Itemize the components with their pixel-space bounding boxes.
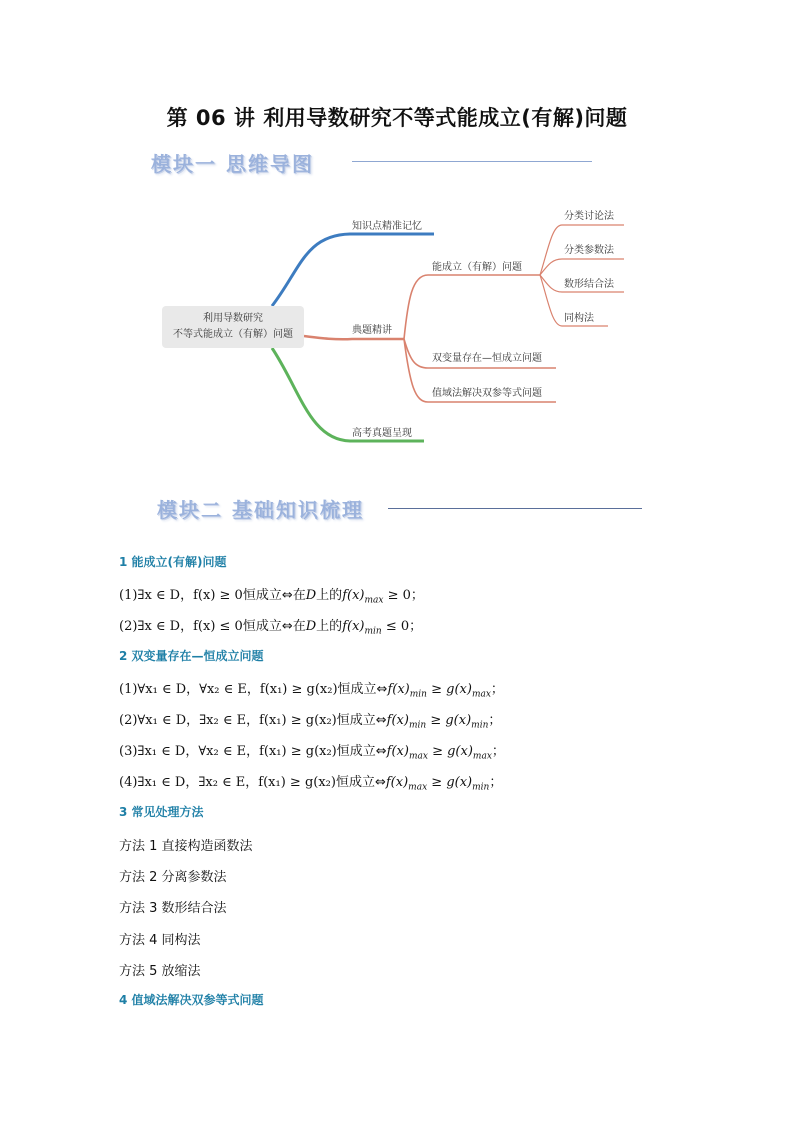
leaf-4: 同构法 [564,313,594,324]
method-item: 方法 4 同构法 [119,933,201,948]
formula-line [119,678,504,700]
formula-cond: (2)∃x ∈ D，f(x) ≤ 0 [119,619,243,634]
formula-cond: (4)∃x₁ ∈ D，∃x₂ ∈ E，f(x₁) ≥ g(x₂) [119,775,336,790]
root-line-1: 利用导数研究 [203,313,263,324]
formula-cond: (2)∀x₁ ∈ D，∃x₂ ∈ E，f(x₁) ≥ g(x₂) [119,713,337,728]
formula-text: 恒成立⇔ [335,775,386,790]
method-item: 方法 1 直接构造函数法 [119,839,253,854]
formula-cond: (3)∃x₁ ∈ D，∀x₂ ∈ E，f(x₁) ≥ g(x₂) [119,744,337,759]
formula-text: 恒成立⇔在 [242,588,306,603]
leaf-line-2 [540,259,624,275]
module-divider [352,161,592,162]
formula-line [119,709,501,731]
branch-examples: 典题精讲 [352,325,392,336]
formula-sub: max [472,751,492,762]
formula-tail: ； [488,713,502,728]
leaf-3: 数形结合法 [564,279,614,290]
section-heading-3: 3 常见处理方法 [119,805,204,819]
sub-branch-2: 双变量存在—恒成立问题 [432,353,542,364]
formula-text: 恒成立⇔ [337,682,388,697]
section-heading-4: 4 值域法解决双参等式问题 [119,993,264,1007]
branch-knowledge: 知识点精准记忆 [352,221,422,232]
formula-sub: max [471,689,491,700]
mind-map-root [162,306,304,348]
module-divider [388,508,642,509]
formula-line [119,740,505,762]
formula-expr: ≥ g(x) [426,682,472,697]
formula-expr: f(x) [387,682,410,697]
formula-var: D [305,619,317,634]
formula-sub: min [471,720,489,731]
formula-expr: f(x) [386,744,409,759]
formula-text: 恒成立⇔ [336,713,387,728]
formula-expr: ≥ g(x) [426,713,472,728]
formula-var: D [305,588,317,603]
formula-sub: min [472,782,490,793]
formula-tail: ； [490,682,504,697]
sub-line-1 [404,275,540,339]
formula-sub: max [408,751,428,762]
formula-line [119,615,422,637]
leaf-1: 分类讨论法 [564,211,614,222]
sub-branch-1: 能成立（有解）问题 [432,262,522,273]
formula-cond: (1)∃x ∈ D，f(x) ≥ 0 [119,588,243,603]
formula-expr: f(x) [342,588,365,603]
formula-text: 上的 [316,588,343,603]
formula-sub: max [364,595,384,606]
method-item: 方法 5 放缩法 [119,964,201,979]
formula-expr: f(x) [386,713,409,728]
formula-text: 上的 [316,619,343,634]
method-item: 方法 3 数形结合法 [119,901,227,916]
module-heading-mindmap: 模块一 思维导图 [151,152,314,176]
formula-expr: ≥ g(x) [427,744,473,759]
branch-line-blue [272,234,434,306]
formula-expr: f(x) [342,619,365,634]
formula-cond: (1)∀x₁ ∈ D，∀x₂ ∈ E，f(x₁) ≥ g(x₂) [119,682,338,697]
root-line-2: 不等式能成立（有解）问题 [173,329,293,340]
branch-line-red [304,336,404,339]
formula-expr: f(x) [385,775,409,790]
formula-tail: ≥ 0； [383,588,424,603]
formula-sub: min [409,689,427,700]
formula-line [119,771,502,793]
formula-sub: min [364,626,382,637]
formula-text: 恒成立⇔在 [242,619,306,634]
section-heading-2: 2 双变量存在—恒成立问题 [119,649,264,663]
section-heading-1: 1 能成立(有解)问题 [119,555,227,569]
formula-sub: min [408,720,427,731]
leaf-2: 分类参数法 [564,245,614,256]
branch-exam: 高考真题呈现 [352,428,412,439]
formula-tail: ； [489,775,503,790]
formula-sub: max [408,782,428,793]
formula-tail: ≤ 0； [381,619,423,634]
page-title: 第 06 讲 利用导数研究不等式能成立(有解)问题 [166,106,628,130]
sub-branch-3: 值域法解决双参等式问题 [432,388,542,399]
formula-tail: ； [491,744,505,759]
formula-line [119,584,424,606]
method-item: 方法 2 分离参数法 [119,870,227,885]
formula-expr: ≥ g(x) [427,775,473,790]
formula-text: 恒成立⇔ [336,744,387,759]
module-heading-basics: 模块二 基础知识梳理 [157,498,364,522]
